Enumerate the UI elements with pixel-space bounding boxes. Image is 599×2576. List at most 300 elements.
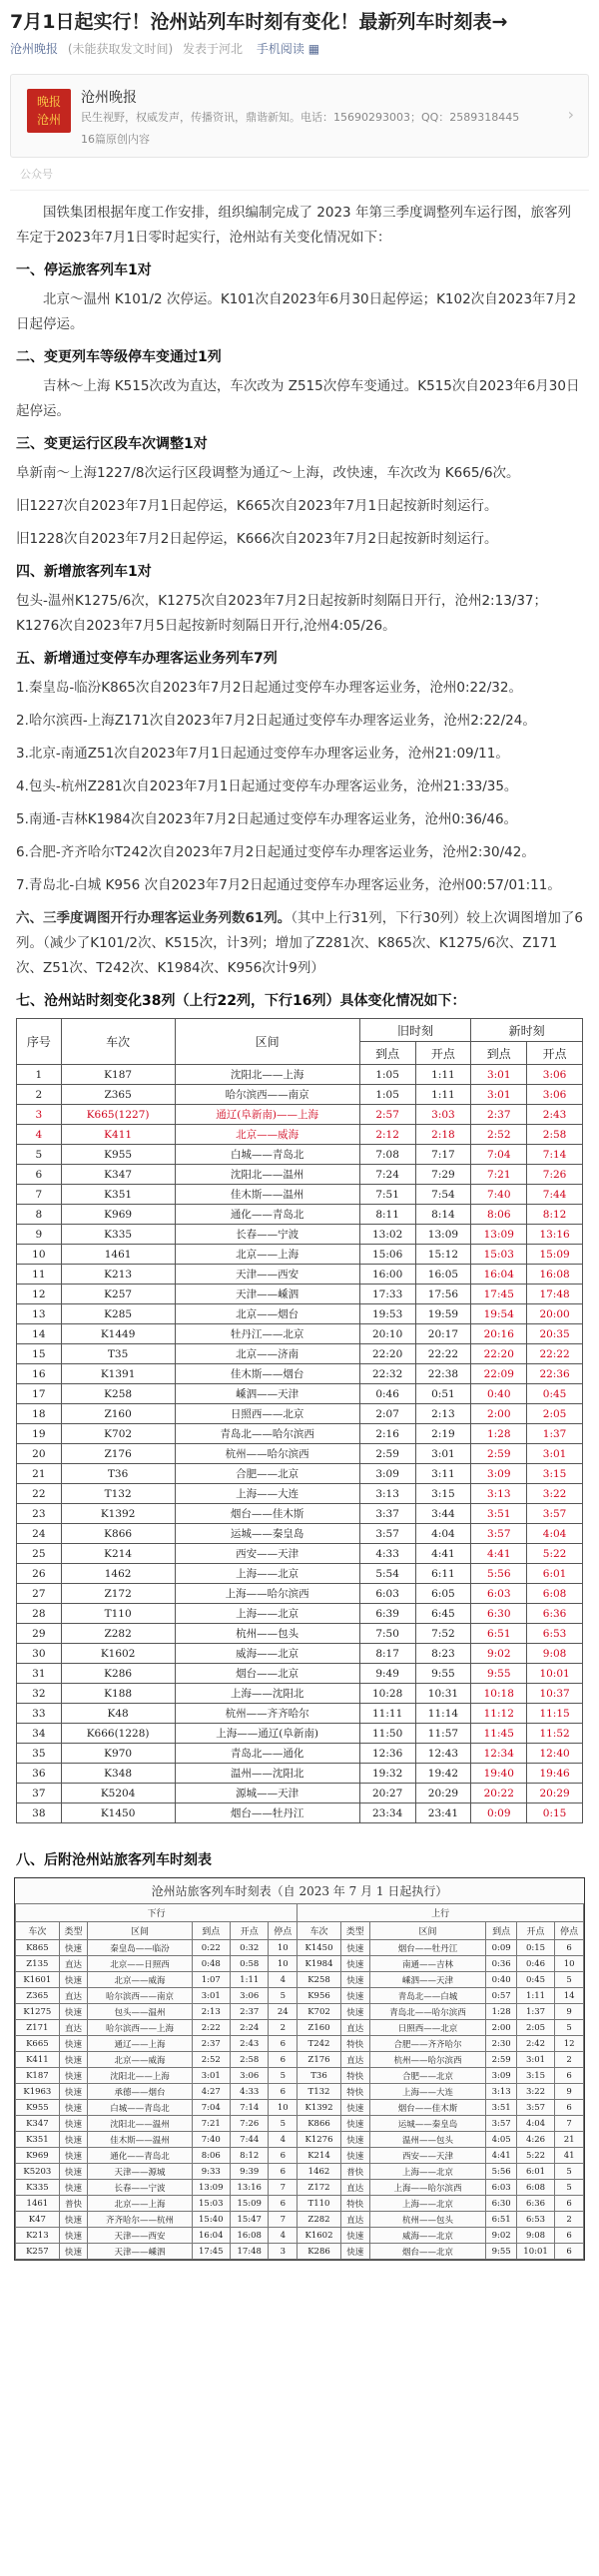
table-cell: 3:06: [230, 2068, 268, 2084]
cell-new-arrive: 3:01: [471, 1085, 527, 1105]
cell-no: 4: [17, 1125, 62, 1145]
cell-new-depart: 20:00: [527, 1304, 583, 1324]
cell-train: K5204: [61, 1784, 175, 1803]
table-cell: 2: [555, 2052, 584, 2068]
table-cell: 快速: [59, 2132, 88, 2148]
table-cell: 8:06: [192, 2148, 230, 2164]
section-heading: 一、停运旅客列车1对: [16, 262, 152, 278]
table-cell: K257: [16, 2244, 60, 2260]
cell-new-depart: 7:26: [527, 1165, 583, 1185]
cell-old-arrive: 13:02: [359, 1225, 415, 1245]
cell-old-arrive: 23:34: [359, 1803, 415, 1823]
qr-code-icon[interactable]: ▦: [307, 42, 320, 56]
table-cell: K347: [16, 2116, 60, 2132]
table-row: [17, 1085, 583, 1105]
cell-new-arrive: 6:03: [471, 1584, 527, 1604]
table-cell: 7: [269, 2180, 298, 2196]
cell-old-depart: 11:57: [415, 1724, 471, 1744]
table-cell: K1602: [298, 2228, 341, 2244]
table-cell: 特快: [340, 2068, 369, 2084]
cell-train: K702: [61, 1424, 175, 1444]
cell-train: K1450: [61, 1803, 175, 1823]
col-header-new-arrive: 到点: [471, 1042, 527, 1065]
cell-new-arrive: 7:40: [471, 1185, 527, 1205]
table-cell: 天津——源城: [88, 2164, 192, 2180]
cell-new-depart: 0:15: [527, 1803, 583, 1823]
cell-no: 9: [17, 1225, 62, 1245]
cell-old-arrive: 7:24: [359, 1165, 415, 1185]
cell-no: 8: [17, 1205, 62, 1225]
table-cell: 6:53: [516, 2212, 554, 2228]
cell-train: K347: [61, 1165, 175, 1185]
table-row: [16, 2148, 584, 2164]
table-row: [17, 1145, 583, 1165]
cell-old-depart: 2:18: [415, 1125, 471, 1145]
table-row: [17, 1424, 583, 1444]
cell-new-arrive: 7:21: [471, 1165, 527, 1185]
cell-new-arrive: 3:13: [471, 1484, 527, 1504]
cell-train: Z172: [61, 1584, 175, 1604]
table-cell: 1:28: [486, 2004, 516, 2020]
table-cell: 2:05: [516, 2020, 554, 2036]
table-cell: 1:11: [516, 1988, 554, 2004]
cell-no: 13: [17, 1304, 62, 1324]
list-item: 6.合肥-齐齐哈尔T242次自2023年7月2日起通过变停车办理客运业务，沧州2:30/42。: [16, 844, 535, 860]
cell-old-arrive: 20:10: [359, 1324, 415, 1344]
table-cell: 秦皇岛——临汾: [88, 1940, 192, 1956]
table-cell: 9:08: [516, 2228, 554, 2244]
cell-section: 北京——济南: [175, 1344, 359, 1364]
cell-old-depart: 19:42: [415, 1764, 471, 1784]
col-header: 类型: [340, 1922, 369, 1940]
table-cell: 7:44: [230, 2132, 268, 2148]
table-cell: 5: [269, 2116, 298, 2132]
table-cell: 特快: [340, 2036, 369, 2052]
cell-new-depart: 16:08: [527, 1265, 583, 1285]
table-cell: 15:40: [192, 2212, 230, 2228]
table-cell: 北京——威海: [88, 2052, 192, 2068]
cell-old-arrive: 22:32: [359, 1364, 415, 1384]
table-cell: 6:30: [486, 2196, 516, 2212]
cell-old-depart: 1:11: [415, 1065, 471, 1085]
cell-section: 烟台——北京: [175, 1664, 359, 1684]
cell-section: 合肥——北京: [175, 1464, 359, 1484]
table-cell: 6:51: [486, 2212, 516, 2228]
table-cell: 7:14: [230, 2100, 268, 2116]
cell-train: Z176: [61, 1444, 175, 1464]
table-cell: 2:13: [192, 2004, 230, 2020]
table-row: [16, 2068, 584, 2084]
table-cell: 青岛北——白城: [369, 1988, 486, 2004]
table-cell: K1963: [16, 2084, 60, 2100]
list-item: 5.南通-吉林K1984次自2023年7月2日起通过变停车办理客运业务，沧州0:36/46。: [16, 811, 518, 827]
cell-train: K969: [61, 1205, 175, 1225]
table-cell: 特快: [340, 2084, 369, 2100]
list-item: 4.包头-杭州Z281次自2023年7月1日起通过变停车办理客运业务，沧州21:33/35。: [16, 778, 518, 794]
cell-old-arrive: 3:09: [359, 1464, 415, 1484]
cell-no: 12: [17, 1285, 62, 1304]
table-cell: 温州——包头: [369, 2132, 486, 2148]
table-cell: 上海——哈尔滨西: [369, 2180, 486, 2196]
table-row: [17, 1304, 583, 1324]
table-cell: 烟台——佳木斯: [369, 2100, 486, 2116]
cell-no: 23: [17, 1504, 62, 1524]
table-row: [17, 1165, 583, 1185]
table-cell: 0:15: [516, 1940, 554, 1956]
cell-old-arrive: 2:57: [359, 1105, 415, 1125]
cell-section: 西安——天津: [175, 1544, 359, 1564]
cell-new-depart: 6:01: [527, 1564, 583, 1584]
cell-old-arrive: 7:08: [359, 1145, 415, 1165]
cell-new-depart: 22:22: [527, 1344, 583, 1364]
table-cell: 承德——烟台: [88, 2084, 192, 2100]
cell-old-depart: 17:56: [415, 1285, 471, 1304]
table-cell: 9:02: [486, 2228, 516, 2244]
table-cell: 上海——北京: [369, 2164, 486, 2180]
cell-new-depart: 2:05: [527, 1404, 583, 1424]
col-header-section: 区间: [175, 1019, 359, 1065]
cell-old-arrive: 19:32: [359, 1764, 415, 1784]
table-cell: 9:33: [192, 2164, 230, 2180]
col-header: 区间: [369, 1922, 486, 1940]
cell-section: 上海——大连: [175, 1484, 359, 1504]
cell-section: 上海——沈阳北: [175, 1684, 359, 1704]
table-cell: 2:42: [516, 2036, 554, 2052]
cell-old-depart: 22:22: [415, 1344, 471, 1364]
cell-section: 沈阳北——上海: [175, 1065, 359, 1085]
table-cell: 4:26: [516, 2132, 554, 2148]
cell-old-depart: 15:12: [415, 1245, 471, 1265]
table-row: [17, 1185, 583, 1205]
table-cell: 直达: [340, 2020, 369, 2036]
table-row: [16, 2244, 584, 2260]
col-header: 类型: [59, 1922, 88, 1940]
table-cell: 快速: [59, 2180, 88, 2196]
table-cell: 快速: [340, 2004, 369, 2020]
table-cell: 佳木斯——温州: [88, 2132, 192, 2148]
cell-train: T132: [61, 1484, 175, 1504]
cell-old-depart: 16:05: [415, 1265, 471, 1285]
cell-section: 烟台——牡丹江: [175, 1803, 359, 1823]
cell-old-arrive: 6:03: [359, 1584, 415, 1604]
cell-old-arrive: 12:36: [359, 1744, 415, 1764]
cell-new-depart: 3:15: [527, 1464, 583, 1484]
cell-old-arrive: 22:20: [359, 1344, 415, 1364]
table-row: [16, 2084, 584, 2100]
cell-old-depart: 3:11: [415, 1464, 471, 1484]
table-cell: 4:04: [516, 2116, 554, 2132]
account-description: 民生视野，权威发声，传播资讯，鼎谐新知。电话：15690293003；QQ：2589318445: [81, 111, 520, 124]
table-cell: K411: [16, 2052, 60, 2068]
table-cell: K1450: [298, 1940, 341, 1956]
table-cell: K1601: [16, 1972, 60, 1988]
col-header-old-arrive: 到点: [359, 1042, 415, 1065]
cell-train: K258: [61, 1384, 175, 1404]
list-item: 2.哈尔滨西-上海Z171次自2023年7月2日起通过变停车办理客运业务，沧州2:22/24。: [16, 713, 536, 729]
account-logo: 晚报 沧州: [27, 89, 71, 133]
table-cell: 3:06: [230, 1988, 268, 2004]
cell-old-arrive: 3:37: [359, 1504, 415, 1524]
table-cell: 合肥——北京: [369, 2068, 486, 2084]
cell-new-depart: 7:14: [527, 1145, 583, 1165]
table-row: [17, 1724, 583, 1744]
table-row: [17, 1245, 583, 1265]
col-header-new: 新时刻: [471, 1019, 583, 1042]
cell-no: 1: [17, 1065, 62, 1085]
table-cell: 9: [555, 2004, 584, 2020]
table-cell: 快速: [59, 2068, 88, 2084]
cell-section: 杭州——包头: [175, 1624, 359, 1644]
table-cell: 包头——温州: [88, 2004, 192, 2020]
cell-train: K188: [61, 1684, 175, 1704]
table-cell: 3: [269, 2244, 298, 2260]
cell-train: K970: [61, 1744, 175, 1764]
table-cell: 16:08: [230, 2228, 268, 2244]
table-row: [17, 1624, 583, 1644]
table-cell: 6:36: [516, 2196, 554, 2212]
table-cell: 上海——北京: [369, 2196, 486, 2212]
cell-no: 19: [17, 1424, 62, 1444]
cell-section: 天津——西安: [175, 1265, 359, 1285]
cell-new-arrive: 22:20: [471, 1344, 527, 1364]
table-row: [17, 1065, 583, 1085]
table-cell: 快速: [340, 2148, 369, 2164]
cell-old-depart: 3:03: [415, 1105, 471, 1125]
cell-new-arrive: 15:03: [471, 1245, 527, 1265]
table-cell: K351: [16, 2132, 60, 2148]
cell-no: 22: [17, 1484, 62, 1504]
cell-no: 21: [17, 1464, 62, 1484]
table-cell: T242: [298, 2036, 341, 2052]
table-row: [17, 1664, 583, 1684]
table-cell: 快速: [59, 1972, 88, 1988]
section-heading: 三、变更运行区段车次调整1对: [16, 436, 208, 452]
table-cell: 10: [555, 1956, 584, 1972]
table-cell: 快速: [340, 1972, 369, 1988]
source-note: (未能获取发文时间): [67, 42, 174, 56]
cell-train: K666(1228): [61, 1724, 175, 1744]
table-row: [16, 2164, 584, 2180]
table-cell: 天津——西安: [88, 2228, 192, 2244]
cell-train: Z160: [61, 1404, 175, 1424]
table-cell: 白城——青岛北: [88, 2100, 192, 2116]
cell-section: 北京——威海: [175, 1125, 359, 1145]
table-cell: 运城——秦皇岛: [369, 2116, 486, 2132]
cell-new-arrive: 9:02: [471, 1644, 527, 1664]
table-row: [17, 1324, 583, 1344]
table-row: [17, 1444, 583, 1464]
cell-no: 5: [17, 1145, 62, 1165]
cell-old-depart: 3:44: [415, 1504, 471, 1524]
cell-new-depart: 1:37: [527, 1424, 583, 1444]
cell-new-arrive: 19:54: [471, 1304, 527, 1324]
cell-old-depart: 12:43: [415, 1744, 471, 1764]
table-cell: 快速: [59, 2004, 88, 2020]
table-row: [17, 1285, 583, 1304]
cell-no: 28: [17, 1604, 62, 1624]
full-timetable: [14, 1877, 585, 2261]
cell-old-arrive: 10:28: [359, 1684, 415, 1704]
table-cell: K969: [16, 2148, 60, 2164]
cell-new-depart: 22:36: [527, 1364, 583, 1384]
cell-train: K335: [61, 1225, 175, 1245]
table-row: [16, 2180, 584, 2196]
table-row: [16, 2020, 584, 2036]
table-cell: 5:22: [516, 2148, 554, 2164]
table-cell: Z135: [16, 1956, 60, 1972]
cell-section: 上海——北京: [175, 1604, 359, 1624]
cell-new-depart: 3:22: [527, 1484, 583, 1504]
cell-no: 27: [17, 1584, 62, 1604]
table-cell: 快速: [340, 1988, 369, 2004]
table-cell: 4: [269, 2228, 298, 2244]
cell-old-arrive: 8:17: [359, 1644, 415, 1664]
table-cell: 6: [555, 2244, 584, 2260]
cell-section: 源城——天津: [175, 1784, 359, 1803]
table-cell: K1275: [16, 2004, 60, 2020]
cell-no: 26: [17, 1564, 62, 1584]
cell-section: 沈阳北——温州: [175, 1165, 359, 1185]
cell-no: 11: [17, 1265, 62, 1285]
table-cell: 4:41: [486, 2148, 516, 2164]
cell-no: 2: [17, 1085, 62, 1105]
table-row: [17, 1644, 583, 1664]
table-cell: K866: [298, 2116, 341, 2132]
cell-old-arrive: 3:57: [359, 1524, 415, 1544]
cell-new-depart: 6:36: [527, 1604, 583, 1624]
table-cell: 快速: [340, 2132, 369, 2148]
table-cell: 直达: [59, 1988, 88, 2004]
read-on-phone-link[interactable]: 手机阅读: [256, 42, 304, 56]
col-header-train: 车次: [61, 1019, 175, 1065]
section-heading: 七、沧州站时刻变化38列（上行22列，下行16列）具体变化情况如下：: [16, 993, 466, 1009]
table-cell: 直达: [340, 2052, 369, 2068]
table-cell: 4:27: [192, 2084, 230, 2100]
cell-old-depart: 7:54: [415, 1185, 471, 1205]
cell-new-depart: 0:45: [527, 1384, 583, 1404]
table-cell: 10: [269, 2100, 298, 2116]
cell-old-depart: 8:14: [415, 1205, 471, 1225]
cell-section: 哈尔滨西——南京: [175, 1085, 359, 1105]
article-meta: [0, 36, 599, 60]
table-row: [16, 2116, 584, 2132]
cell-train: 1462: [61, 1564, 175, 1584]
table-cell: 北京——上海: [88, 2196, 192, 2212]
table-cell: 烟台——北京: [369, 2244, 486, 2260]
table-cell: 7: [269, 2212, 298, 2228]
cell-no: 32: [17, 1684, 62, 1704]
cell-old-arrive: 11:50: [359, 1724, 415, 1744]
cell-no: 7: [17, 1185, 62, 1205]
paragraph: 旧1228次自2023年7月2日起停运，K666次自2023年7月2日起按新时刻运行。: [16, 531, 498, 547]
table-cell: 3:22: [516, 2084, 554, 2100]
table-cell: 杭州——包头: [369, 2212, 486, 2228]
cell-train: K48: [61, 1704, 175, 1724]
cell-new-arrive: 2:37: [471, 1105, 527, 1125]
table-cell: 合肥——齐齐哈尔: [369, 2036, 486, 2052]
source-link[interactable]: 沧州晚报: [10, 42, 59, 56]
table-cell: 4: [269, 2132, 298, 2148]
table-cell: 5: [555, 2020, 584, 2036]
table-cell: 5: [269, 2068, 298, 2084]
table-cell: 7:21: [192, 2116, 230, 2132]
cell-old-arrive: 6:39: [359, 1604, 415, 1624]
table-cell: 21: [555, 2132, 584, 2148]
cell-train: T35: [61, 1344, 175, 1364]
table-cell: Z282: [298, 2212, 341, 2228]
table-cell: 普快: [340, 2164, 369, 2180]
table-cell: K865: [16, 1940, 60, 1956]
table-cell: Z365: [16, 1988, 60, 2004]
table-cell: 6:03: [486, 2180, 516, 2196]
table-cell: 快速: [59, 2036, 88, 2052]
table-row: [17, 1225, 583, 1245]
cell-new-depart: 5:22: [527, 1544, 583, 1564]
timetable-changes-table: [16, 1018, 583, 1823]
table-cell: 快速: [59, 2052, 88, 2068]
table-row: [16, 1988, 584, 2004]
cell-section: 杭州——哈尔滨西: [175, 1444, 359, 1464]
cell-section: 嵊泗——天津: [175, 1384, 359, 1404]
cell-new-depart: 11:52: [527, 1724, 583, 1744]
table-cell: 0:57: [486, 1988, 516, 2004]
table-cell: 上海——大连: [369, 2084, 486, 2100]
cell-section: 长春——宁波: [175, 1225, 359, 1245]
col-header: 到点: [192, 1922, 230, 1940]
table-cell: Z171: [16, 2020, 60, 2036]
cell-new-arrive: 20:22: [471, 1784, 527, 1803]
cell-new-depart: 12:40: [527, 1744, 583, 1764]
cell-new-depart: 3:57: [527, 1504, 583, 1524]
table-cell: 13:16: [230, 2180, 268, 2196]
paragraph: 北京～温州 K101/2 次停运。K101次自2023年6月30日起停运；K102次自2023年7月2日起停运。: [16, 291, 577, 332]
cell-new-depart: 9:08: [527, 1644, 583, 1664]
cell-new-arrive: 17:45: [471, 1285, 527, 1304]
table-cell: 3:09: [486, 2068, 516, 2084]
cell-new-depart: 11:15: [527, 1704, 583, 1724]
cell-old-depart: 20:29: [415, 1784, 471, 1803]
up-direction-header: 上行: [298, 1904, 584, 1922]
table-cell: K286: [298, 2244, 341, 2260]
cell-new-depart: 10:37: [527, 1684, 583, 1704]
cell-train: K187: [61, 1065, 175, 1085]
section-heading: 四、新增旅客列车1对: [16, 564, 152, 580]
cell-new-depart: 3:06: [527, 1085, 583, 1105]
table-cell: 2:30: [486, 2036, 516, 2052]
cell-old-depart: 1:11: [415, 1085, 471, 1105]
account-card[interactable]: [10, 74, 589, 158]
cell-train: K348: [61, 1764, 175, 1784]
table-row: [17, 1524, 583, 1544]
cell-new-arrive: 8:06: [471, 1205, 527, 1225]
table-cell: 快速: [59, 2100, 88, 2116]
list-item: 3.北京-南通Z51次自2023年7月1日起通过变停车办理客运业务，沧州21:09/11。: [16, 746, 509, 762]
cell-train: K257: [61, 1285, 175, 1304]
table-cell: 7: [555, 2116, 584, 2132]
table-cell: 17:48: [230, 2244, 268, 2260]
cell-new-depart: 2:58: [527, 1125, 583, 1145]
table-cell: 直达: [340, 2212, 369, 2228]
intro-paragraph: 国铁集团根据年度工作安排，组织编制完成了 2023 年第三季度调整列车运行图，旅客列车定于2023年7月1日零时起实行，沧州站有关变化情况如下：: [16, 205, 571, 246]
table-cell: 日照西——北京: [369, 2020, 486, 2036]
cell-new-arrive: 2:59: [471, 1444, 527, 1464]
table-row: [17, 1125, 583, 1145]
cell-train: K1392: [61, 1504, 175, 1524]
cell-section: 青岛北——通化: [175, 1744, 359, 1764]
cell-train: K411: [61, 1125, 175, 1145]
cell-old-depart: 7:17: [415, 1145, 471, 1165]
table-cell: K702: [298, 2004, 341, 2020]
